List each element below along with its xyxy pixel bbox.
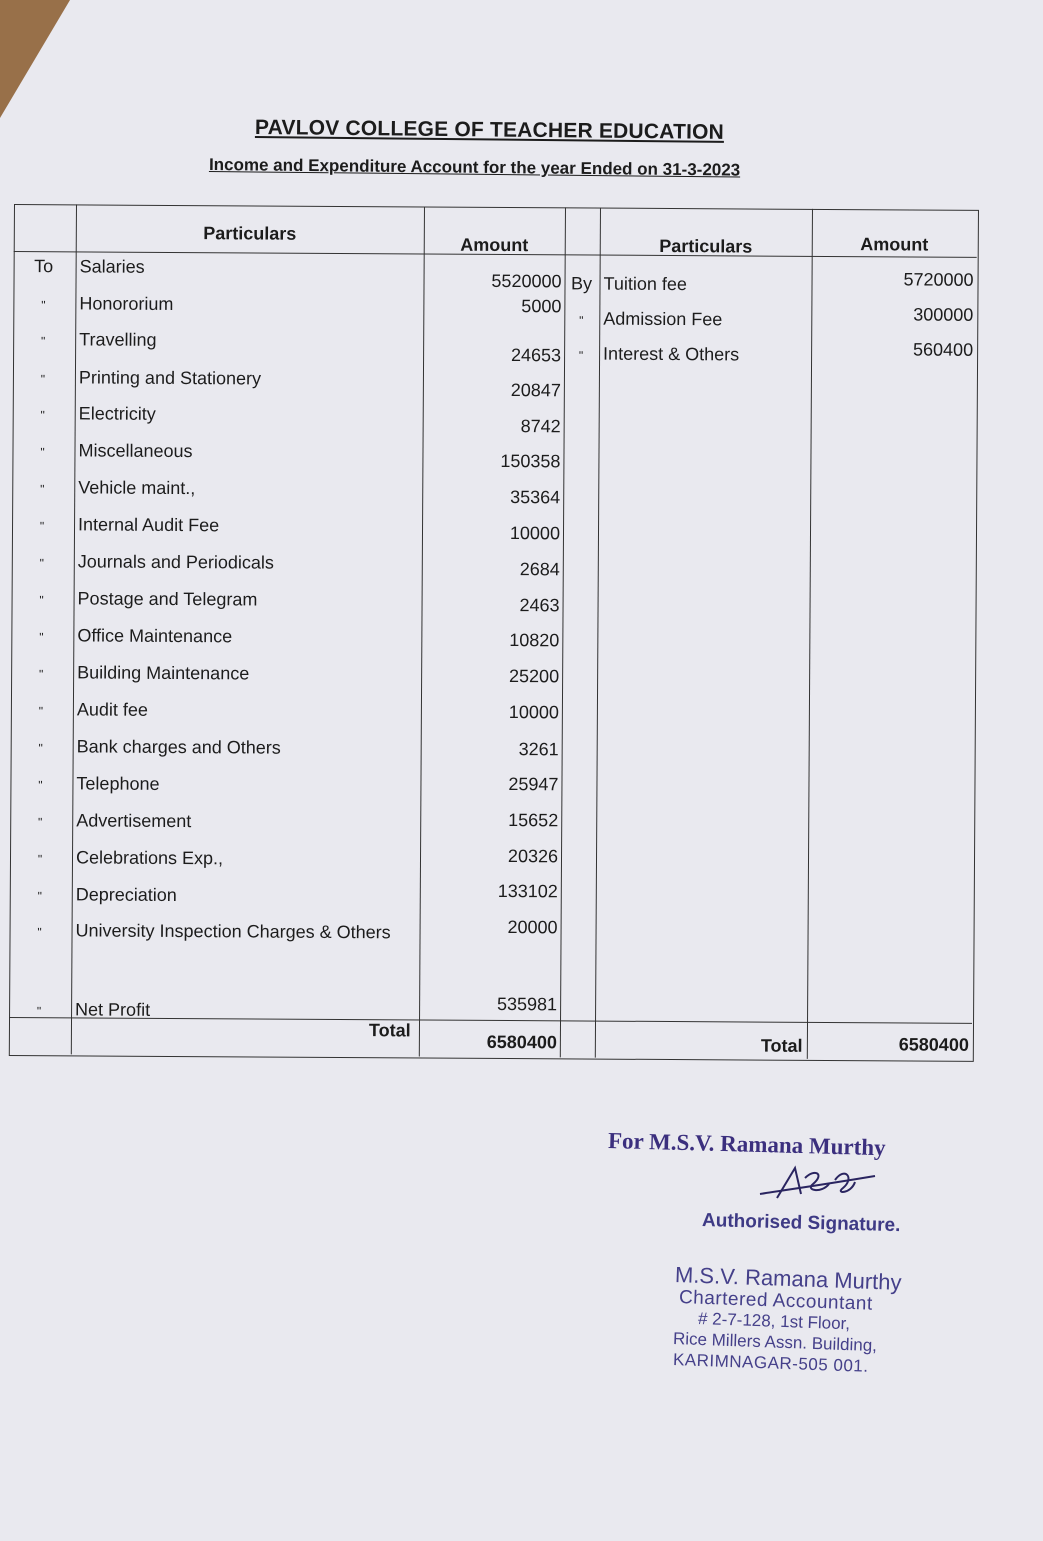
row-particular: Celebrations Exp., xyxy=(75,847,224,869)
row-particular: Advertisement xyxy=(76,810,192,832)
row-prefix: " xyxy=(38,667,44,682)
row-particular: Postage and Telegram xyxy=(77,588,258,610)
row-prefix: " xyxy=(579,313,584,328)
document-subtitle: Income and Expenditure Account for the year Ended on 31-3-2023 xyxy=(208,155,741,180)
row-particular: Miscellaneous xyxy=(78,440,193,462)
header-left-amount: Amount xyxy=(460,234,529,256)
row-prefix: " xyxy=(40,445,45,460)
row-amount: 10000 xyxy=(509,523,561,544)
right-total-label: Total xyxy=(760,1035,803,1056)
row-prefix: " xyxy=(37,852,43,867)
row-amount: 5520000 xyxy=(491,270,562,292)
row-prefix: " xyxy=(36,1004,42,1019)
document-title: PAVLOV COLLEGE OF TEACHER EDUCATION xyxy=(254,116,725,144)
row-particular: Interest & Others xyxy=(603,343,740,365)
row-particular: Travelling xyxy=(79,329,157,350)
row-amount: 10820 xyxy=(509,630,560,651)
row-particular: Admission Fee xyxy=(603,308,723,330)
left-total-amount: 6580400 xyxy=(486,1031,557,1053)
row-amount: 133102 xyxy=(497,880,558,902)
row-prefix: " xyxy=(40,372,46,387)
paper-corner-shadow xyxy=(0,0,70,118)
row-prefix: To xyxy=(34,256,54,277)
row-particular: Bank charges and Others xyxy=(76,736,281,758)
row-prefix: " xyxy=(39,593,44,608)
row-amount: 300000 xyxy=(913,304,974,325)
row-particular: Building Maintenance xyxy=(77,662,250,684)
row-amount: 20000 xyxy=(507,917,558,938)
row-particular: Internal Audit Fee xyxy=(77,514,220,536)
row-amount: 25200 xyxy=(509,666,560,687)
row-prefix: " xyxy=(40,408,45,423)
authorised-signature-label: Authorised Signature. xyxy=(701,1210,901,1237)
row-prefix: " xyxy=(38,741,43,756)
row-particular: Office Maintenance xyxy=(77,625,233,647)
row-prefix: " xyxy=(37,925,42,940)
row-amount: 5000 xyxy=(521,296,562,317)
stamp-title: Chartered Accountant xyxy=(678,1287,874,1315)
row-particular: Vehicle maint., xyxy=(78,477,196,499)
for-line: For M.S.V. Ramana Murthy xyxy=(607,1128,886,1161)
row-particular: Honororium xyxy=(79,293,174,314)
row-prefix: " xyxy=(38,815,43,830)
row-prefix: " xyxy=(578,348,584,363)
row-amount: 5720000 xyxy=(903,269,974,290)
stamp-name: M.S.V. Ramana Murthy xyxy=(674,1262,902,1295)
row-particular: Audit fee xyxy=(76,699,149,720)
row-particular: Telephone xyxy=(76,773,160,794)
row-prefix: By xyxy=(570,273,593,294)
handwritten-signature-icon xyxy=(755,1160,885,1205)
row-prefix: " xyxy=(39,556,44,571)
stamp-address-line3: KARIMNAGAR-505 001. xyxy=(672,1350,869,1376)
row-amount: 150358 xyxy=(500,450,561,472)
row-amount: 25947 xyxy=(508,774,559,795)
row-particular: Depreciation xyxy=(75,884,177,906)
row-amount: 2463 xyxy=(519,595,560,616)
row-amount: 10000 xyxy=(508,702,559,723)
header-right-amount: Amount xyxy=(860,234,929,255)
net-profit-amount: 535981 xyxy=(496,993,558,1015)
row-amount: 2684 xyxy=(519,559,560,580)
row-prefix: " xyxy=(40,334,46,349)
left-total-label: Total xyxy=(368,1020,411,1041)
header-right-particulars: Particulars xyxy=(659,235,753,257)
row-particular: Printing and Stationery xyxy=(78,367,262,389)
row-particular: Salaries xyxy=(79,256,145,277)
row-particular: Tuition fee xyxy=(603,273,687,295)
row-particular: University Inspection Charges & Others xyxy=(75,920,391,943)
right-total-amount: 6580400 xyxy=(898,1034,969,1055)
row-amount: 15652 xyxy=(508,810,559,831)
row-prefix: " xyxy=(39,630,44,645)
row-amount: 20847 xyxy=(510,380,561,401)
row-particular: Electricity xyxy=(78,403,156,424)
row-amount: 35364 xyxy=(510,487,561,508)
net-profit-label: Net Profit xyxy=(75,999,151,1020)
row-amount: 20326 xyxy=(507,846,559,867)
row-prefix: " xyxy=(38,704,44,719)
row-amount: 560400 xyxy=(912,339,974,360)
income-expenditure-table xyxy=(9,204,979,1062)
row-amount: 3261 xyxy=(518,739,559,760)
header-left-particulars: Particulars xyxy=(203,223,297,244)
stamp-address-line1: # 2-7-128, 1st Floor, xyxy=(697,1309,851,1334)
stamp-address-line2: Rice Millers Assn. Building, xyxy=(672,1329,878,1356)
row-amount: 24653 xyxy=(510,345,562,366)
row-amount: 8742 xyxy=(520,416,561,437)
row-prefix: " xyxy=(40,482,45,497)
row-particular: Journals and Periodicals xyxy=(77,551,275,573)
row-prefix: " xyxy=(39,519,45,534)
row-prefix: " xyxy=(37,889,42,904)
row-prefix: " xyxy=(41,298,46,313)
row-prefix: " xyxy=(38,778,43,793)
